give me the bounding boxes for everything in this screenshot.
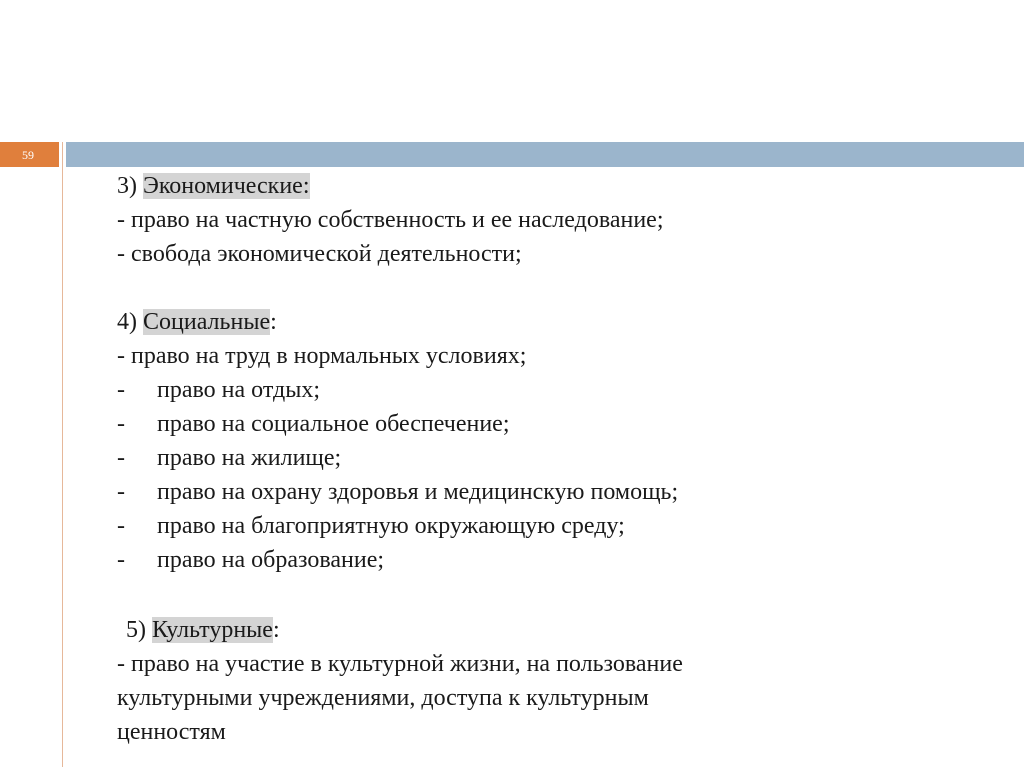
page-number: 59 <box>22 148 34 162</box>
cultural-line: ценностям <box>117 719 226 745</box>
social-heading: Социальные <box>143 309 271 335</box>
economic-item: - свобода экономической деятельности; <box>117 241 522 267</box>
social-item: - право на отдых; <box>117 377 321 403</box>
social-suffix: : <box>270 309 277 335</box>
social-item: - право на социальное обеспечение; <box>117 411 510 437</box>
cultural-suffix: : <box>272 617 280 643</box>
cultural-heading: Культурные <box>152 617 273 643</box>
social-item: - право на охрану здоровья и медицинскую помощь; <box>117 479 679 505</box>
cultural-line: культурными учреждениями, доступа к культурным <box>117 685 649 711</box>
economic-heading-line <box>117 171 310 201</box>
economic-heading: Экономические: <box>143 173 310 199</box>
economic-prefix: 3) <box>117 173 143 199</box>
economic-item: - право на частную собственность и ее наследование; <box>117 207 664 233</box>
social-prefix: 4) <box>117 309 143 335</box>
cultural-line: - право на участие в культурной жизни, на пользование <box>117 651 683 677</box>
social-item: - право на образование; <box>117 547 385 573</box>
social-first-item: - право на труд в нормальных условиях; <box>117 343 527 369</box>
social-item: - право на благоприятную окружающую среду; <box>117 513 625 539</box>
social-item: - право на жилище; <box>117 445 342 471</box>
cultural-prefix: 5) <box>126 617 152 643</box>
social-heading-line <box>117 307 277 337</box>
cultural-heading-line <box>126 615 280 645</box>
